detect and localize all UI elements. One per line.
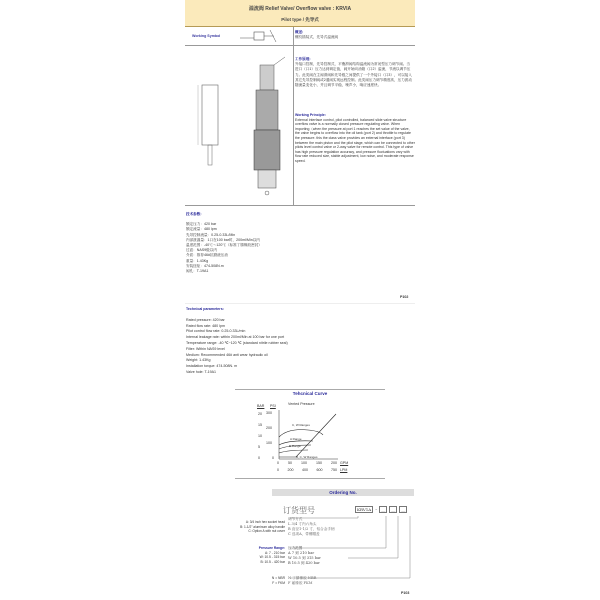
page-number: P103: [401, 591, 410, 595]
param: Temperature range: -40 ℃~120 ℃ (standard nitrile rubber seal): [186, 340, 288, 345]
page-subtitle: Pilot type / 先导式: [281, 17, 319, 22]
param: Installation torque: 474-508N. m: [186, 364, 238, 369]
overview-section: [295, 30, 415, 40]
divider: [235, 389, 385, 390]
curve-label: A Range: [290, 437, 302, 441]
y-unit-psi: PSI: [270, 404, 276, 408]
tick: 200: [287, 468, 294, 472]
gpm-ticks: [277, 461, 337, 466]
tick: 600: [316, 468, 323, 472]
option: N 丁腈橡胶 NBR: [288, 576, 317, 580]
tick: 200: [331, 461, 337, 465]
hydraulic-symbol-icon: [240, 28, 290, 44]
option-box[interactable]: __: [391, 507, 396, 512]
option: F = FKM: [272, 581, 285, 586]
page-break: [185, 303, 415, 304]
tick: 0: [277, 461, 279, 465]
ordering-cn-title: 订货型号: [283, 506, 315, 515]
option: A: 3/4 inch hex socket head: [245, 520, 285, 524]
param: Pilot control flow rate: 0.25-0.33L/min: [186, 329, 246, 334]
option: N = NBR: [271, 576, 285, 580]
y-unit-bar: BAR: [257, 404, 265, 408]
param: Valve hole: T-19A1: [186, 369, 217, 374]
tech-cn-title: 技术参数:: [186, 212, 202, 216]
curve-label: B, C, W Ranges: [296, 455, 318, 459]
param: 阀孔：T-19A1: [186, 269, 209, 274]
param: 重量：1.43Kg: [186, 258, 209, 263]
param: Rated pressure: 420 bar: [186, 317, 225, 322]
option: B: 1-1/2" aluminum alloy handle: [240, 524, 285, 529]
model-box: KRV1A: [357, 507, 372, 512]
option: F 氟橡胶 FKM: [288, 581, 313, 586]
tech-en-title: Technical parameters:: [186, 307, 224, 311]
overview-text: 螺纹插装式，先导式溢流阀: [295, 35, 339, 40]
param: 额定压力：420 bar: [186, 222, 217, 227]
param: 额定流量：480 lpm: [186, 227, 217, 232]
tick: 0: [277, 468, 279, 472]
tick: 100: [301, 461, 307, 465]
param: Medium: Recommended 46# anti wear hydraulic oil: [186, 352, 268, 357]
curve-title: Tehcnical Curve: [292, 391, 328, 396]
ordering-connector-lines: [288, 512, 418, 590]
option: B 10.5 到 420 bar: [288, 561, 320, 565]
tick: 0: [258, 456, 260, 460]
param: 过滤：NAS9级以内: [186, 248, 217, 253]
option: C 选项A，带螺帽盖: [288, 532, 320, 536]
param: 介质：推荐46#抗磨液压油: [186, 253, 228, 258]
curve-b2: [279, 450, 308, 453]
adj-options-en: [230, 520, 285, 534]
param: Filter: Within NAS9 level: [186, 346, 225, 351]
principle-cn-text: 外接口控制，先导控制式，平衡滑阀结构溢流阀为常闭型压力调节阀。当进口（口1）压力达到调定值，阀开始向油箱（口2）溢流，节流以调节压力。此类阀在主阀滑阀和先导级之间提供了一个外接口（口3），可以接入其它先导控制阀或2通阀实现远程控制。此类阀压力调节精度高，压力波动随流量变化小，并且调节平稳，噪声小，响应速度快。: [295, 62, 412, 88]
tech-en: [186, 307, 406, 376]
principle-en-text: External interface control, pilot controlled, balanced slide valve structure overflow valve is a normally closed pressure regulating valve. When importing（when the pressure at port 1 reaches the set value of the valve, the valve begins to overflow into the oil tank (port 2) and throttle to regulate the pressure. this the class valve provides an external interface (port 3) between the main piston and the pilot stage, which can be connected to other pilots level control valve or 2-way valve for remote control. This type of valve has high pressure regulation accuracy, and pressure fluctuations vary with flow rate reduced size, stable adjustment, low noise, and moderate response speed.: [295, 117, 415, 163]
working-symbol-label: Working Symbol: [192, 34, 221, 38]
tick: 10: [258, 434, 262, 438]
pressure-title-cn: 压力范围: [288, 546, 303, 550]
seal-en: [260, 576, 285, 586]
pressure-title: Pressure Range:: [258, 546, 285, 550]
option: B 直径1-1/2 寸，铝合金手柄: [288, 527, 335, 531]
principle-en-title: Working Principle:: [295, 113, 326, 117]
divider: [293, 27, 294, 205]
option: A 7 到 210 bar: [288, 551, 315, 555]
option: C: Option A with nut cover: [248, 529, 285, 533]
ordering-title: Ordering No.: [272, 489, 414, 496]
option: W: 10.5 - 315 bar: [259, 555, 285, 560]
adj-title: 调节方式: [288, 517, 303, 521]
curve-cw: [279, 430, 323, 437]
tick: 20: [258, 412, 262, 416]
divider: [235, 478, 385, 479]
tick: 200: [266, 426, 272, 430]
tick: 750: [331, 468, 337, 472]
option: L 3/4 寸内六角头: [288, 522, 317, 526]
chart-title: Vented Pressure: [288, 402, 315, 406]
option-box[interactable]: __: [381, 507, 386, 512]
x-unit-gpm: GPM: [340, 461, 349, 465]
principle-en: [295, 113, 415, 164]
option: B: 10.5 - 420 bar: [260, 559, 285, 564]
divider: [185, 205, 415, 206]
principle-cn: [295, 57, 413, 88]
option: A: 7 - 210 bar: [265, 550, 285, 555]
tech-cn: [186, 212, 386, 274]
tick: 150: [316, 461, 322, 465]
param: Rated flow rate: 480 lpm: [186, 323, 225, 328]
param: Weight: 1.43Kg: [186, 358, 211, 363]
overview-title: 概述:: [295, 30, 304, 34]
param: 温度范围：-40℃～120℃（标准丁腈橡胶密封）: [186, 243, 262, 248]
tick: 300: [266, 411, 272, 415]
header-band: [185, 0, 415, 27]
tick: 100: [266, 441, 272, 445]
divider: [185, 45, 415, 46]
pressure-curve-plot: [278, 410, 338, 460]
dash: –: [375, 506, 378, 511]
valve-drawing: [190, 55, 290, 200]
curve-label: B Range: [289, 444, 301, 448]
param: 先导控制流量：0.25-0.33L/Min: [186, 232, 236, 237]
tick: 400: [302, 468, 308, 472]
x-unit-lpm: LPM: [340, 468, 348, 472]
tick: 5: [258, 445, 260, 449]
principle-cn-title: 工作原理:: [295, 57, 311, 61]
page-title: 溢流阀 Relief Valve/ Overflow valve : KRVIA: [248, 6, 352, 12]
tick: 0: [272, 456, 274, 460]
param: Internal leakage rate: within 200ml/Min at 100 bar for one port: [186, 335, 285, 340]
option-box[interactable]: __: [401, 507, 406, 512]
page-number: P102: [400, 295, 409, 299]
curve-bcw: [279, 414, 336, 457]
curve-label: C, W Ranges: [292, 423, 310, 427]
tick: 50: [288, 461, 292, 465]
pressure-en: [240, 546, 285, 564]
param: 内部泄漏量：1口在100 bar时，200ml/Min以内: [186, 237, 260, 242]
tick: 15: [258, 423, 262, 427]
param: 安装扭矩：474-508N.m: [186, 263, 224, 268]
lpm-ticks: [277, 468, 337, 473]
option: W 10.5 到 315 bar: [288, 556, 321, 560]
